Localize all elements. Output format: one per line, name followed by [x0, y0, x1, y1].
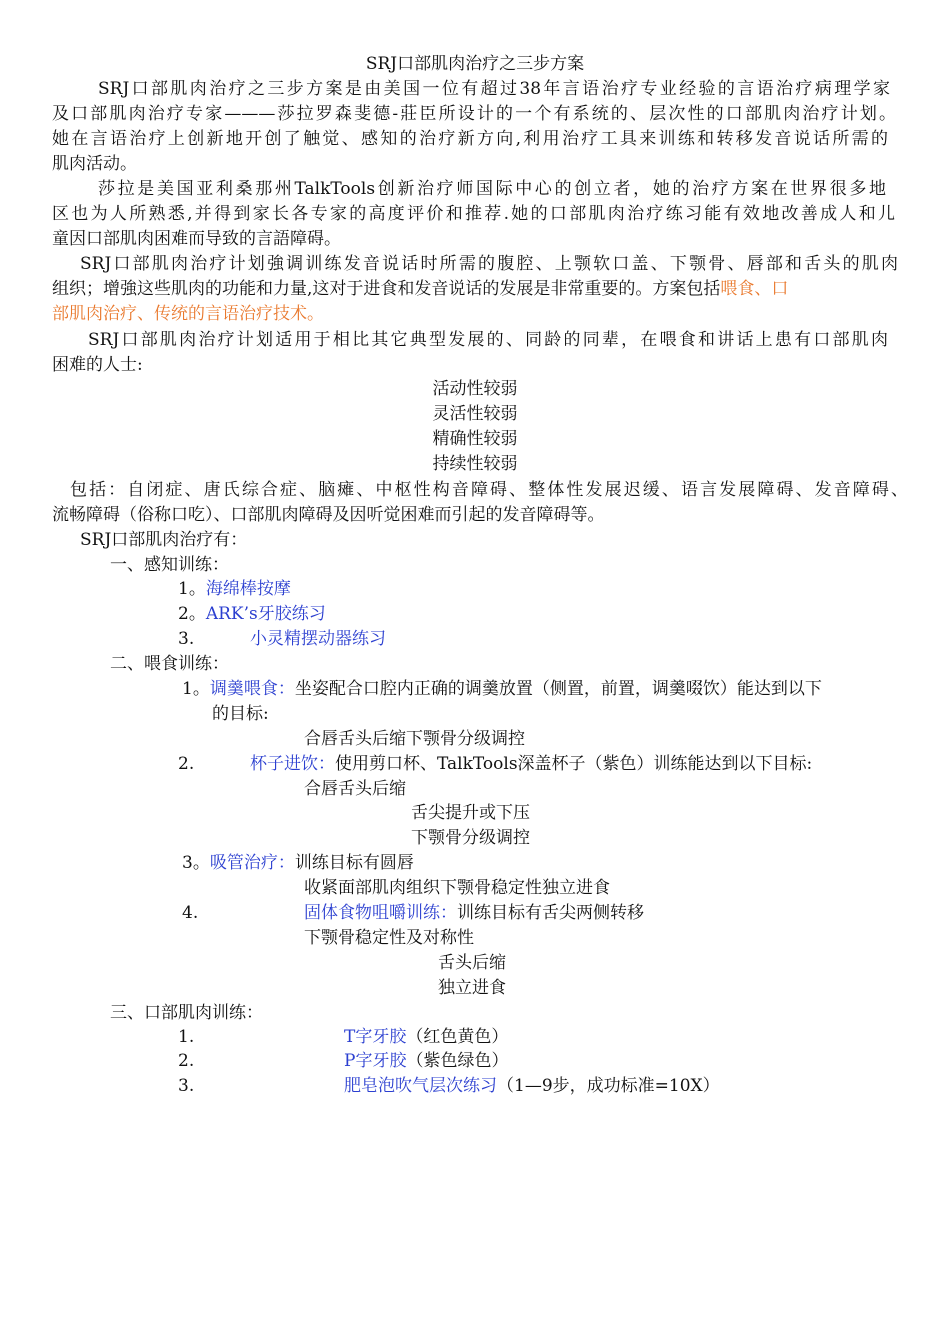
- goal-line: 舌头后缩: [438, 953, 506, 973]
- item-text: 训练目标有舌尖两侧转移: [457, 903, 644, 923]
- intro-p4-line2: 困难的人士:: [52, 355, 143, 375]
- item-name: T字牙胶: [344, 1027, 407, 1047]
- item-text: 坐姿配合口腔内正确的调羹放置（侧置，前置，调羹啜饮）能达到以下: [294, 679, 822, 699]
- goal-line: 下颚骨稳定性及对称性: [304, 928, 474, 948]
- item-name: 肥皂泡吹气层次练习: [344, 1076, 497, 1096]
- item-number: 2。: [178, 604, 206, 624]
- item-name: P字牙胶: [344, 1051, 407, 1071]
- goal-line: 收紧面部肌肉组织下颚骨稳定性独立进食: [304, 878, 610, 898]
- section3-item-2-number: 2.: [178, 1051, 195, 1071]
- section2-item-4-number: 4.: [182, 903, 199, 923]
- weak-item: 持续性较弱: [432, 454, 518, 474]
- section2-item-2-number: 2.: [178, 754, 195, 774]
- section2-item-1-text2: 的目标:: [212, 704, 269, 724]
- intro-p1-line3: 她在言语治疗上创新地开创了触觉、感知的治疗新方向,利用治疗工具来训练和转移发音说话所需的: [52, 129, 888, 149]
- intro-p1-line2: 及口部肌肉治疗专家———莎拉罗森斐德-莊臣所设计的一个有系统的、层次性的口部肌肉治疗计划。: [52, 104, 896, 124]
- item-name: 海绵棒按摩: [205, 579, 291, 599]
- treatments-intro: SRJ口部肌肉治疗有：: [80, 530, 248, 550]
- intro-p3-line2: [52, 277, 788, 302]
- weak-item: 灵活性较弱: [432, 404, 518, 424]
- goal-line: 合唇舌头后缩: [304, 779, 406, 799]
- goal-line: 下颚骨分级调控: [411, 828, 530, 848]
- item-name: 杯子进饮：: [250, 754, 335, 774]
- section3-item-2: [344, 1049, 508, 1074]
- item-text: 使用剪口杯、TalkTools深盖杯子（紫色）训练能达到以下目标:: [335, 754, 813, 774]
- item-note: （紫色绿色）: [406, 1051, 509, 1071]
- item-number: 1。: [178, 579, 206, 599]
- intro-p1-line4: 肌肉活动。: [52, 154, 137, 174]
- includes-line2: 流畅障碍（俗称口吃）、口部肌肉障碍及因听觉困难而引起的发音障碍等。: [52, 505, 605, 525]
- section1-item-2: [178, 602, 326, 627]
- intro-p3-line1: SRJ口部肌肉治疗计划強调训练发音说话时所需的腹腔、上颚软口盖、下颚骨、唇部和舌头的肌肉: [80, 254, 898, 274]
- item-text: 训练目标有圆唇: [294, 853, 414, 873]
- section2-item-2: [250, 752, 812, 777]
- item-name: ARK’s牙胶练习: [205, 604, 326, 624]
- section1-item-3-name: 小灵精摆动器练习: [250, 629, 386, 649]
- goal-line: 舌尖提升或下压: [411, 803, 530, 823]
- weak-item: 精确性较弱: [432, 429, 518, 449]
- item-note: （红色黄色）: [406, 1027, 509, 1047]
- intro-p2-line1: 莎拉是美国亚利桑那州TalkTools创新治疗师国际中心的创立者，她的治疗方案在世界很多地: [98, 179, 886, 199]
- document-title: SRJ口部肌肉治疗之三步方案: [365, 54, 585, 74]
- section1-heading: 一、感知训练：: [110, 555, 229, 575]
- section3-item-3-number: 3.: [178, 1076, 195, 1096]
- intro-p3-line3: 部肌肉治疗、传统的言语治疗技术。: [52, 304, 324, 324]
- item-number: 1。: [182, 679, 210, 699]
- item-name: 调羹喂食：: [209, 679, 295, 699]
- intro-p2-line3: 童因口部肌肉困难而导致的言語障碍。: [52, 229, 341, 249]
- item-name: 吸管治疗：: [209, 853, 295, 873]
- section3-heading: 三、口部肌肉训练：: [110, 1003, 263, 1023]
- section2-item-4: [304, 901, 644, 926]
- section2-heading: 二、喂食训练：: [110, 654, 229, 674]
- intro-p3-line2-text: 组织；增強这些肌肉的功能和力量,这对于进食和发音说话的发展是非常重要的。方案包括: [52, 279, 721, 299]
- section3-item-1-number: 1.: [178, 1027, 195, 1047]
- item-name: 固体食物咀嚼训练：: [304, 903, 457, 923]
- intro-p2-line2: 区也为人所熟悉,并得到家长各专家的高度评价和推荐.她的口部肌肉治疗练习能有效地改善成人和儿: [52, 204, 895, 224]
- section2-item-1: [182, 677, 822, 702]
- section3-item-3: [344, 1074, 720, 1099]
- section1-item-3-number: 3.: [178, 629, 195, 649]
- intro-p4-line1: SRJ口部肌肉治疗计划适用于相比其它典型发展的、同龄的同辈，在喂食和讲话上患有口部肌肉: [88, 330, 888, 350]
- section2-item-3: [182, 851, 414, 876]
- intro-p1-line1: SRJ口部肌肉治疗之三步方案是由美国一位有超过38年言语治疗专业经验的言语治疗病理学家: [98, 79, 890, 99]
- goal-line: 独立进食: [438, 978, 506, 998]
- includes-line1: 包括：自闭症、唐氏综合症、脑瘫、中枢性构音障碍、整体性发展迟缓、语言发展障碍、发音障碍、: [70, 480, 908, 500]
- intro-p3-highlight: 喂食、口: [720, 279, 789, 299]
- item-note: （1—9步，成功标准=10X）: [497, 1076, 720, 1096]
- section3-item-1: [344, 1025, 508, 1050]
- section1-item-1: [178, 577, 291, 602]
- goal-line: 合唇舌头后缩下颚骨分级调控: [304, 729, 525, 749]
- item-number: 3。: [182, 853, 210, 873]
- weak-item: 活动性较弱: [432, 379, 518, 399]
